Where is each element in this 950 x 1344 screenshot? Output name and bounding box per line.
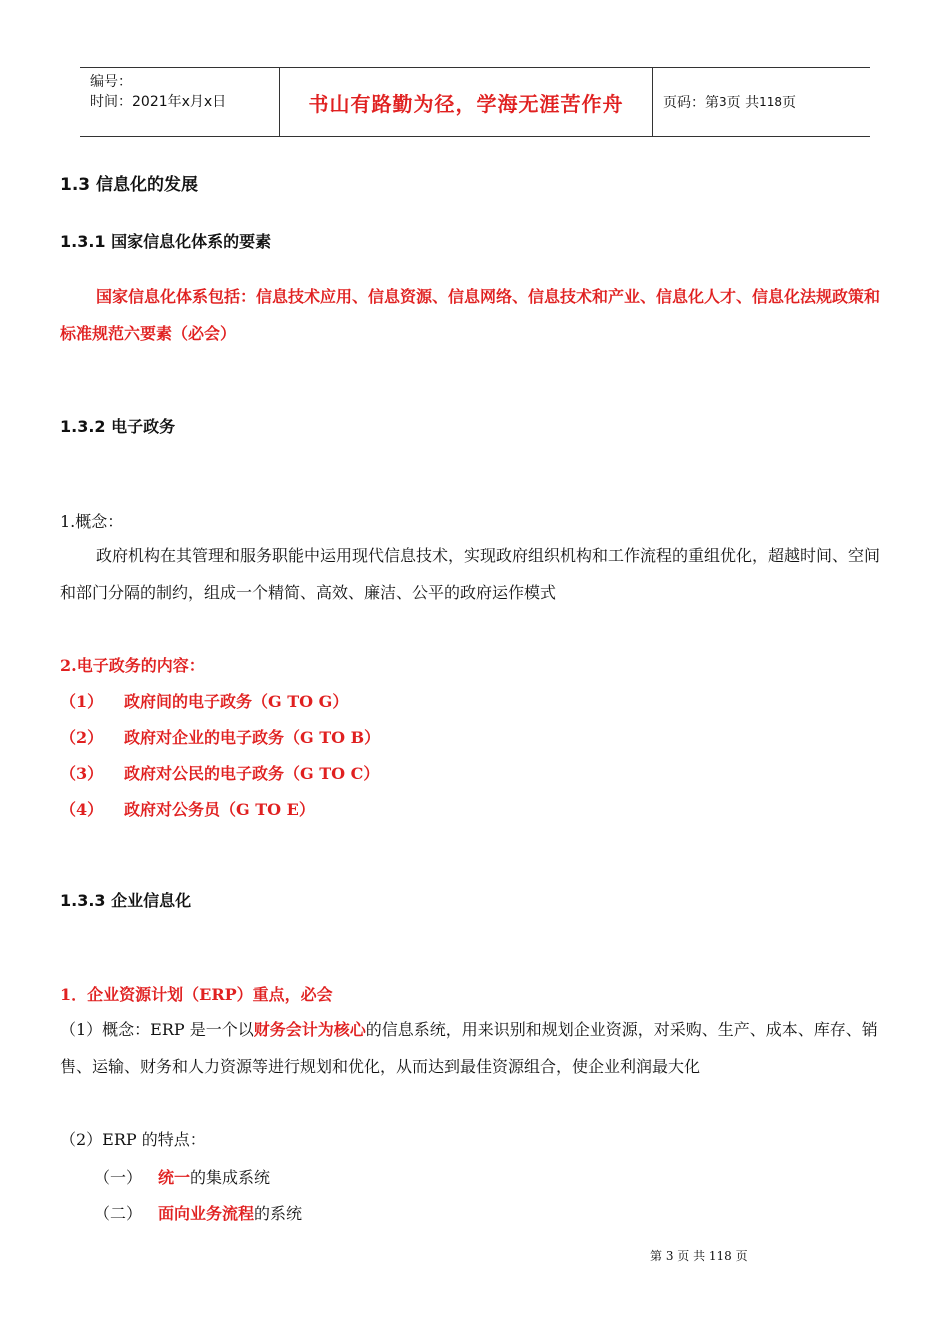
header-motto: 书山有路勤为径，学海无涯苦作舟 xyxy=(280,68,653,136)
number-label: 编号： xyxy=(90,74,132,90)
content-item: （1） 政府间的电子政务（G TO G） xyxy=(60,692,349,711)
concept-label: 1.概念： xyxy=(60,512,124,531)
erp-concept: （1）概念：ERP 是一个以财务会计为核心的信息系统，用来识别和规划企业资源，对采购、生产、成本、库存、销售、运输、财务和人力资源等进行规划和优化，从而达到最佳资源组合，使企业利润最大化 xyxy=(60,1020,878,1076)
header-meta xyxy=(80,68,280,136)
page-total: 118 xyxy=(759,95,782,109)
section-1-3-2-title: 1.3.2 电子政务 xyxy=(60,417,176,436)
content-item: （4） 政府对公务员（G TO E） xyxy=(60,800,315,819)
content-label: 2.电子政务的内容： xyxy=(60,656,205,675)
header-page-info: 页码：第 3 页 共 118 页 xyxy=(663,95,796,111)
feature-item: （二） 面向业务流程的系统 xyxy=(94,1204,303,1223)
section-1-3-1-text: 国家信息化体系包括：信息技术应用、信息资源、信息网络、信息技术和产业、信息化人才、信息化法规政策和标准规范六要素（必会） xyxy=(60,287,881,343)
content-item: （3） 政府对公民的电子政务（G TO C） xyxy=(60,764,380,783)
page-number: 3 xyxy=(719,95,727,109)
page-header xyxy=(80,67,870,137)
section-1-3-1-title: 1.3.1 国家信息化体系的要素 xyxy=(60,232,272,251)
content-item: （2） 政府对企业的电子政务（G TO B） xyxy=(60,728,381,747)
feature-item: （一） 统一的集成系统 xyxy=(94,1168,271,1187)
section-1-3-title: 1.3 信息化的发展 xyxy=(60,175,199,195)
erp-concept-highlight: 财务会计为核心 xyxy=(253,1020,366,1039)
erp-features-label: （2）ERP 的特点： xyxy=(60,1130,206,1149)
page-footer: 第 3 页 共 118 页 xyxy=(650,1249,748,1263)
section-1-3-3-title: 1.3.3 企业信息化 xyxy=(60,891,192,910)
time-label: 时间：2021年x月x日 xyxy=(90,94,227,110)
erp-title: 1．企业资源计划（ERP）重点，必会 xyxy=(60,985,333,1004)
concept-text: 政府机构在其管理和服务职能中运用现代信息技术，实现政府组织机构和工作流程的重组优化，超越时间、空间和部门分隔的制约，组成一个精简、高效、廉洁、公平的政府运作模式 xyxy=(60,546,881,602)
